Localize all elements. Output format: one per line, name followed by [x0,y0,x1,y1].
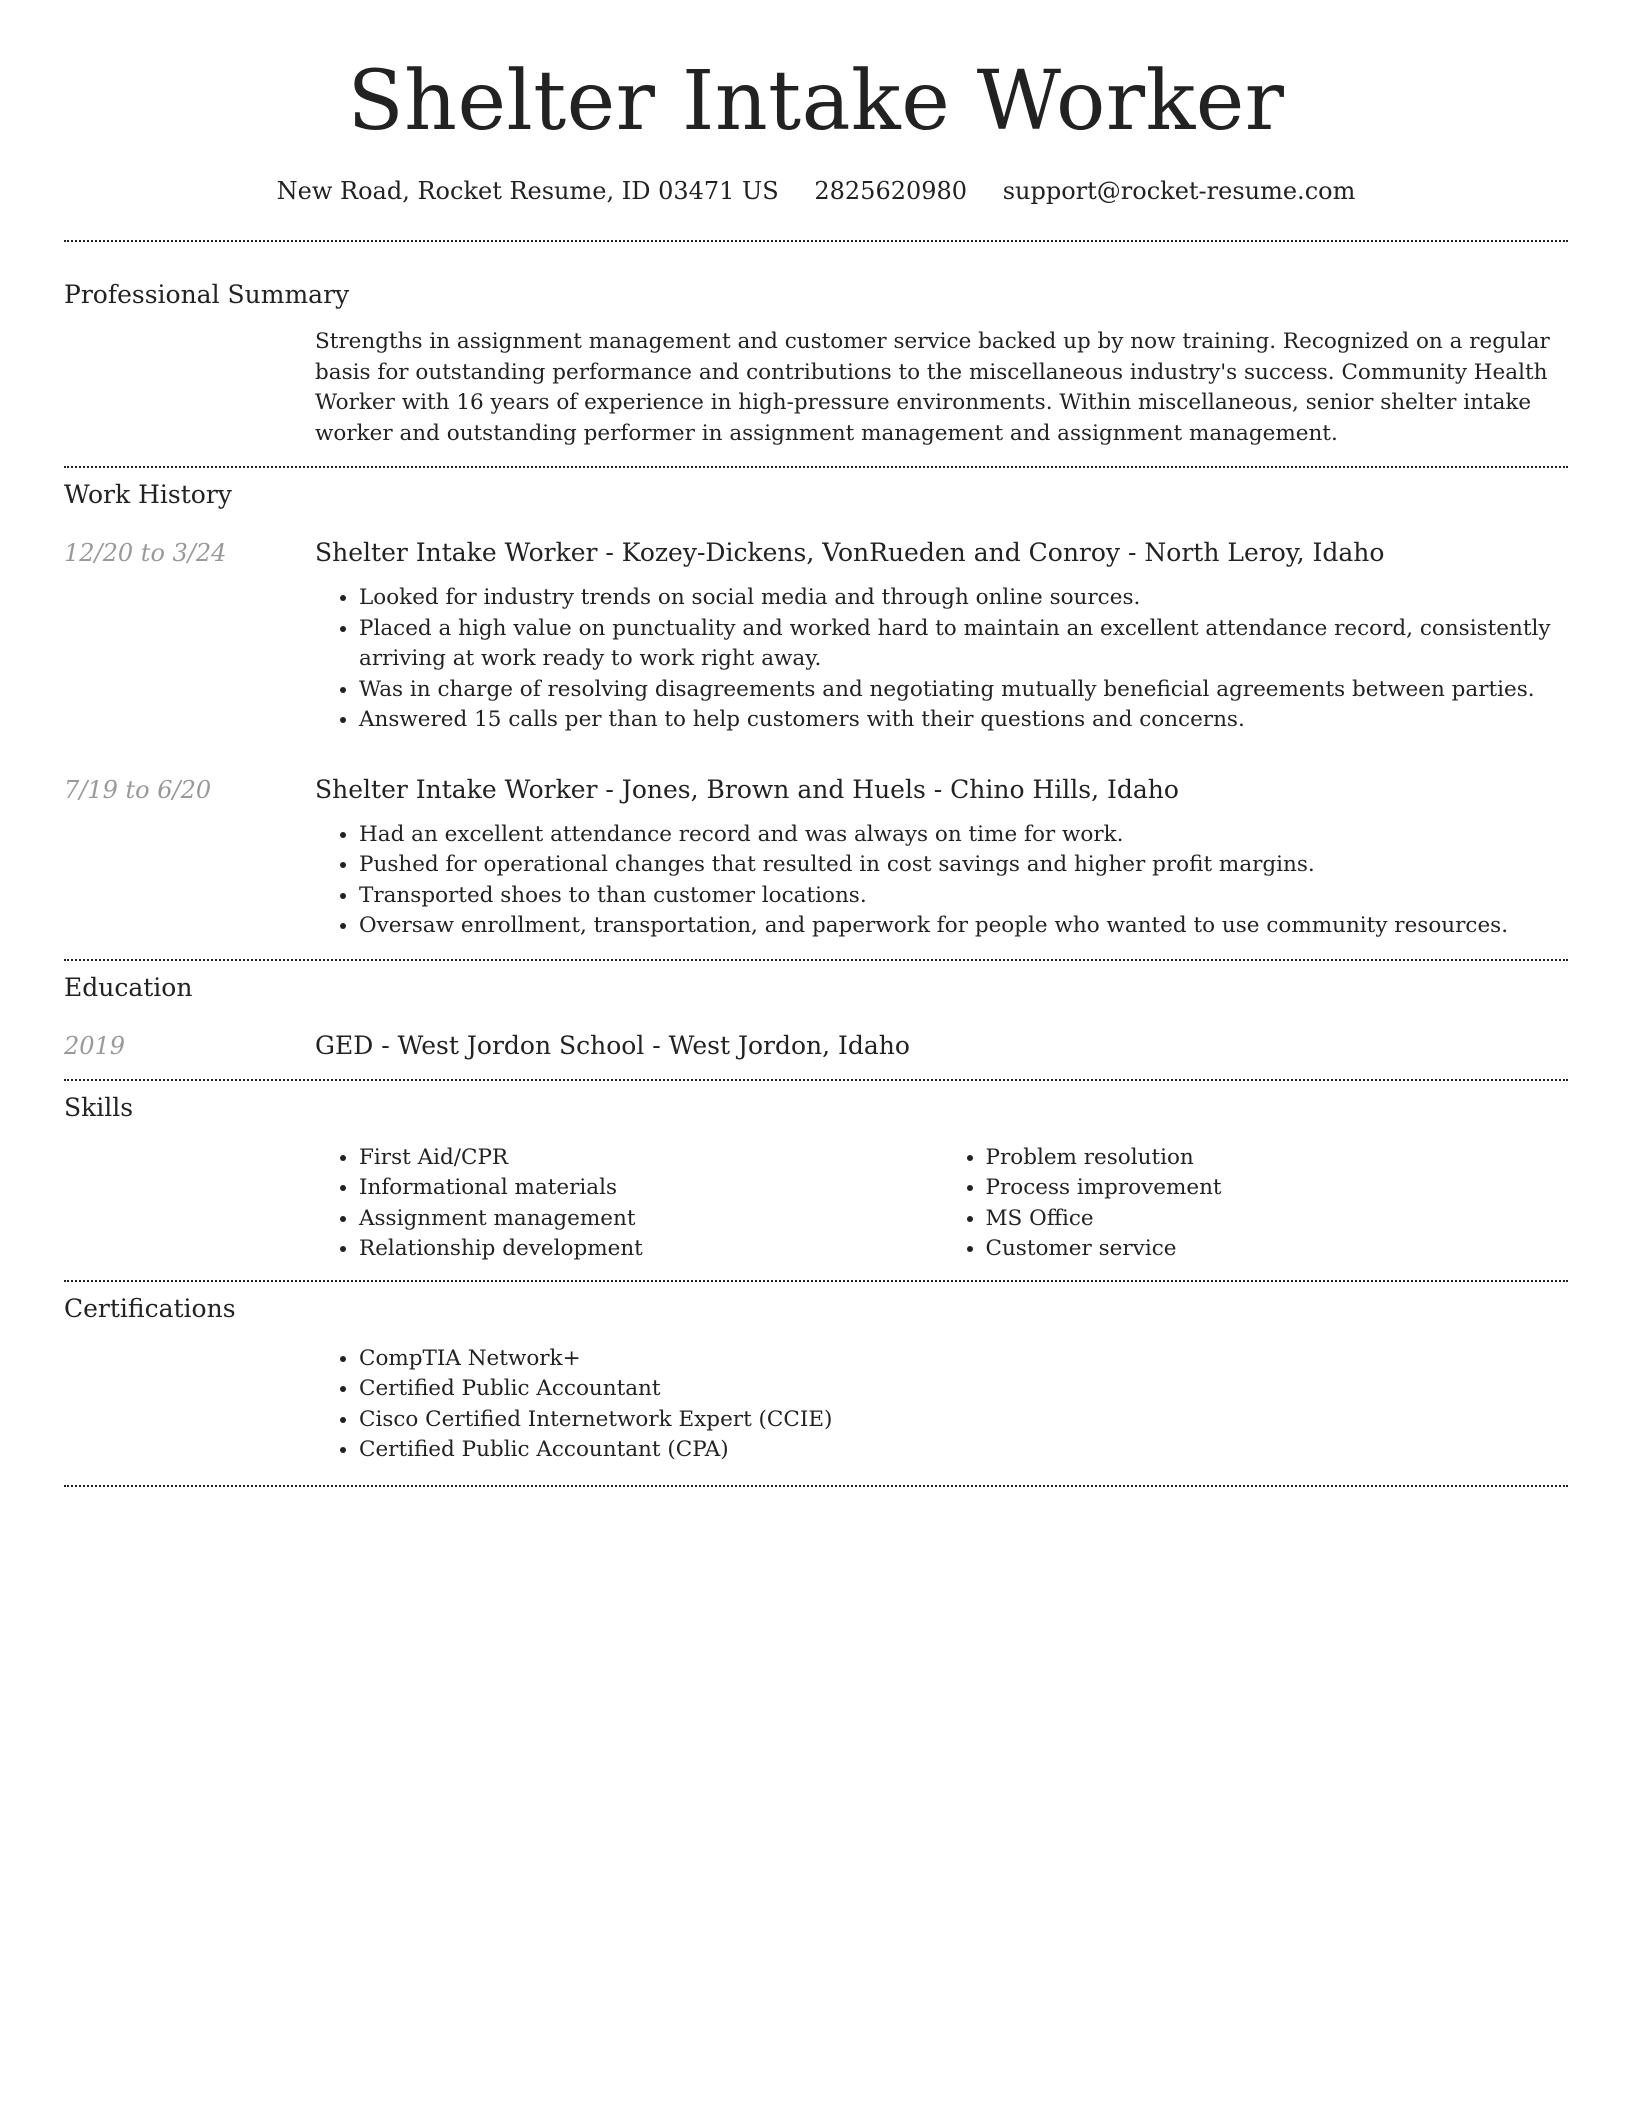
list-item: • MS Office [986,1204,1569,1235]
certifications-list [315,1344,1568,1466]
work-history-section [64,468,1568,942]
job-heading: Shelter Intake Worker - Kozey-Dickens, VonRueden and Conroy - North Leroy, Idaho [315,538,1385,567]
contact-address: New Road, Rocket Resume, ID 03471 US [276,177,779,205]
job-bullets [315,583,1568,736]
divider [64,1485,1568,1487]
list-item: • Certified Public Accountant [359,1374,1568,1405]
list-item: • CompTIA Network+ [359,1344,1568,1375]
list-item: • Cisco Certified Internetwork Expert (CCIE) [359,1405,1568,1436]
contact-phone: 2825620980 [814,177,968,205]
contact-line [64,174,1568,208]
summary-section [64,242,1568,449]
list-item: • Transported shoes to than customer locations. [359,881,1568,912]
section-title-summary: Professional Summary [64,280,350,309]
education-year: 2019 [64,1031,126,1060]
resume-page [64,0,1568,1487]
contact-email: support@rocket-resume.com [1002,177,1356,205]
job-dates: 7/19 to 6/20 [64,775,212,804]
list-item: • Answered 15 calls per than to help customers with their questions and concerns. [359,705,1568,736]
job-dates: 12/20 to 3/24 [64,539,227,567]
list-item: • Was in charge of resolving disagreements and negotiating mutually beneficial agreements between parties. [359,675,1568,706]
job-heading: Shelter Intake Worker - Jones, Brown and Huels - Chino Hills, Idaho [315,774,1179,804]
list-item: • First Aid/CPR [359,1143,942,1174]
resume-name: Shelter Intake Worker [347,54,1285,149]
skills-list [942,1143,1569,1265]
certifications-section [64,1282,1568,1466]
list-item: • Informational materials [359,1173,942,1204]
section-title-certifications: Certifications [64,1293,236,1323]
education-heading: GED - West Jordon School - West Jordon, Idaho [315,1030,910,1060]
list-item: • Assignment management [359,1204,942,1235]
list-item: • Placed a high value on punctuality and worked hard to maintain an excellent attendance record, consistently arriving at work ready to work right away. [359,614,1568,675]
list-item: • Relationship development [359,1234,942,1265]
summary-text: Strengths in assignment management and customer service backed up by now training. Recognized on a regular basis for outstanding performance and contributions to the miscellaneous industry's success. Community Health Worker with 16 years of experience in high-pressure environments. Within miscellaneous, senior shelter intake worker and outstanding performer in assignment management and assignment management. [315,329,1550,446]
skills-list [315,1143,942,1265]
section-title-work-history: Work History [64,480,232,509]
education-section [64,961,1568,1063]
list-item: • Oversaw enrollment, transportation, and paperwork for people who wanted to use community resources. [359,911,1568,942]
job-bullets [315,820,1568,942]
job-entry [64,773,1568,942]
section-title-education: Education [64,972,193,1002]
list-item: • Process improvement [986,1173,1569,1204]
list-item: • Problem resolution [986,1143,1569,1174]
list-item: • Looked for industry trends on social media and through online sources. [359,583,1568,614]
list-item: • Customer service [986,1234,1569,1265]
list-item: • Pushed for operational changes that resulted in cost savings and higher profit margins. [359,850,1568,881]
section-title-skills: Skills [64,1092,134,1122]
list-item: • Had an excellent attendance record and was always on time for work. [359,820,1568,851]
list-item: • Certified Public Accountant (CPA) [359,1435,1568,1466]
skills-section [64,1081,1568,1265]
job-entry [64,536,1568,736]
